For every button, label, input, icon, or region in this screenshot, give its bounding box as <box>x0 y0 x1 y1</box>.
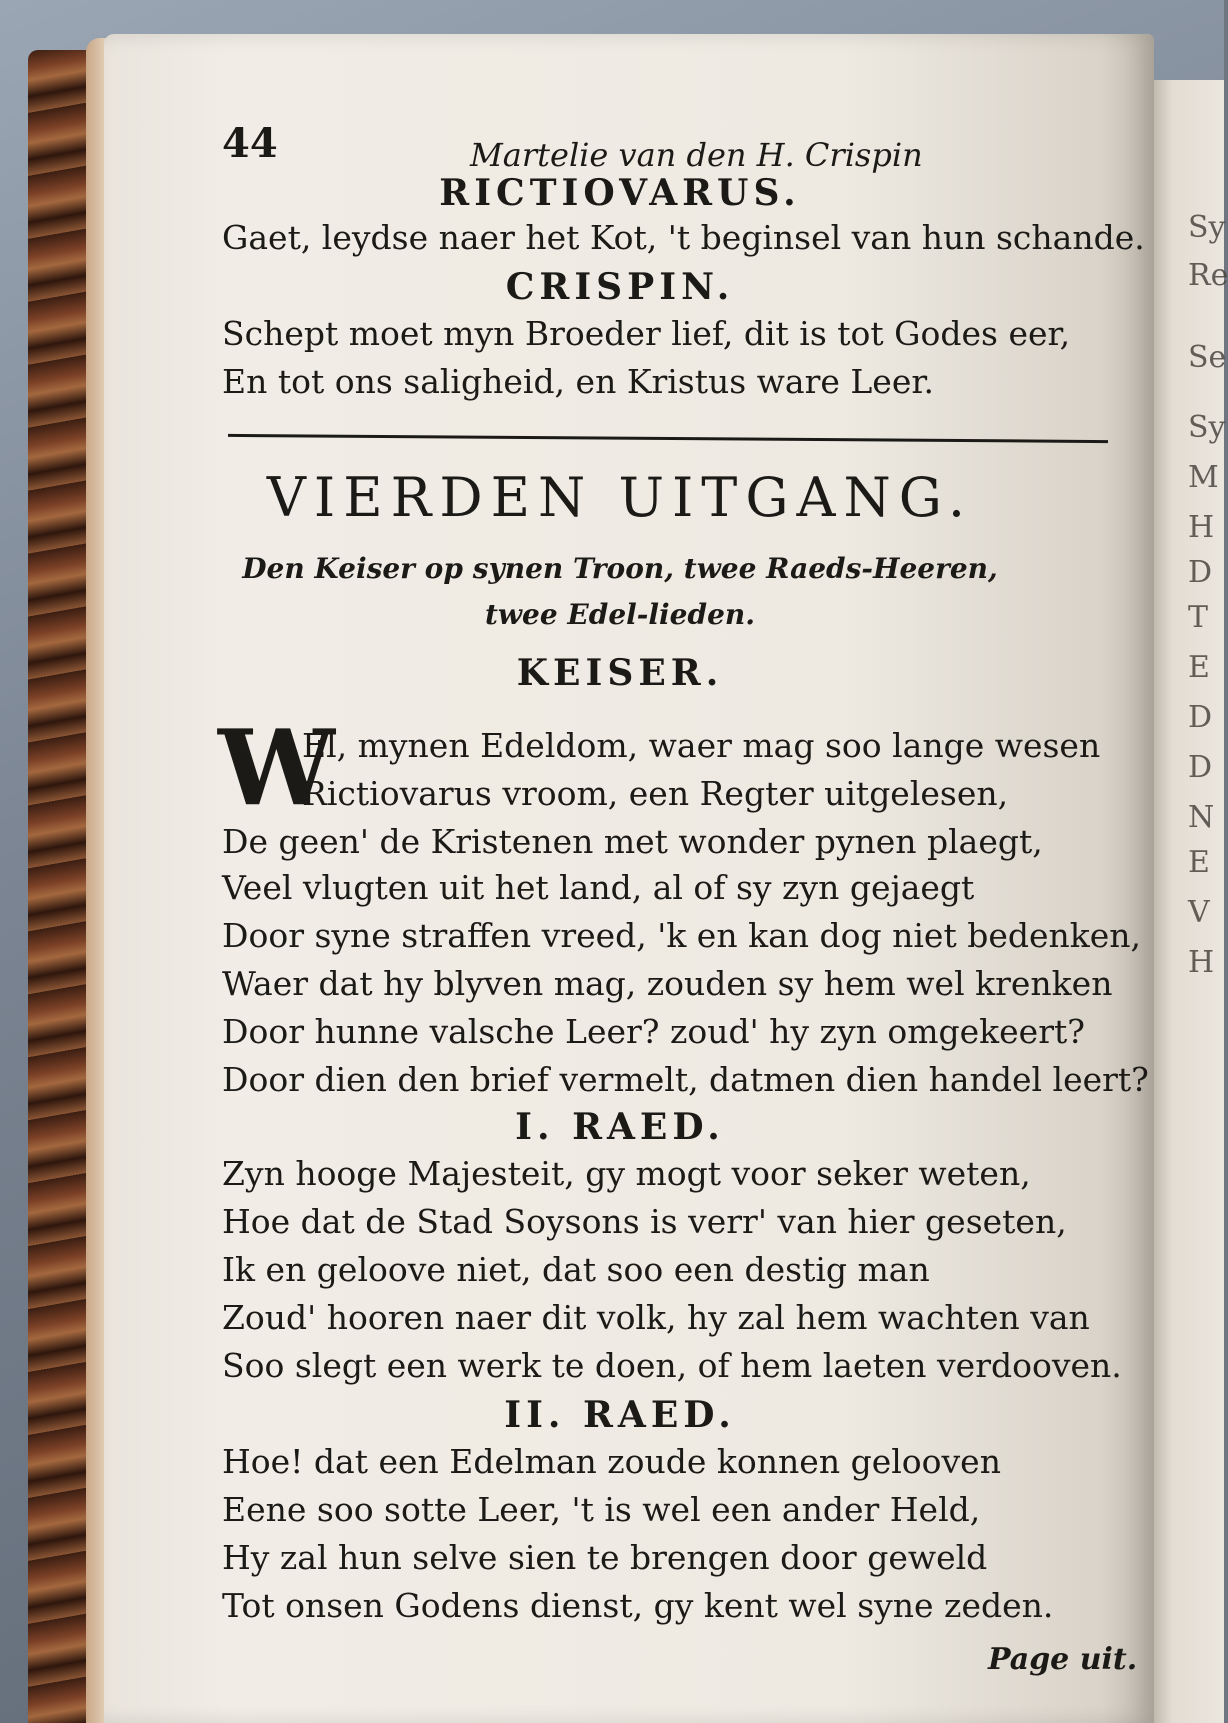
speaker-rictiovarus: RICTIOVARUS. <box>439 172 801 214</box>
verse-line: De geen' de Kristenen met wonder pynen plaegt, <box>222 822 1043 861</box>
facing-page-fragment: H <box>1188 510 1215 545</box>
speaker-crispin: CRISPIN. <box>505 266 735 308</box>
facing-page-fragment: Se <box>1188 340 1227 375</box>
verse-line: Zyn hooge Majesteit, gy mogt voor seker weten, <box>222 1154 1031 1193</box>
facing-page-fragment: V <box>1188 895 1210 930</box>
verse-line: Door dien den brief vermelt, datmen dien handel leert? <box>222 1060 1149 1099</box>
speaker-keiser: KEISER. <box>516 652 724 694</box>
verse-line: Hoe! dat een Edelman zoude konnen gelooven <box>222 1442 1001 1481</box>
act-title: VIERDEN UITGANG. <box>266 466 974 529</box>
verse-line: Waer dat hy blyven mag, zouden sy hem wel krenken <box>222 964 1113 1003</box>
facing-page <box>1150 80 1227 1723</box>
stage-direction: twee Edel-lieden. <box>485 598 755 631</box>
verse-line: Zoud' hooren naer dit volk, hy zal hem wachten van <box>222 1298 1090 1337</box>
verse-line: Hoe dat de Stad Soysons is verr' van hier geseten, <box>222 1202 1067 1241</box>
verse-line: Rictiovarus vroom, een Regter uitgelesen, <box>302 774 1009 813</box>
facing-page-fragment: Sy <box>1188 410 1226 445</box>
verse-line: Soo slegt een werk te doen, of hem laeten verdooven. <box>222 1346 1122 1385</box>
verse-line: El, mynen Edeldom, waer mag soo lange wesen <box>302 726 1101 765</box>
facing-page-fragment: N <box>1188 800 1215 835</box>
facing-page-fragment: H <box>1188 945 1215 980</box>
verse-line: Door syne straffen vreed, 'k en kan dog niet bedenken, <box>222 916 1142 955</box>
facing-page-fragment: D <box>1188 750 1213 785</box>
verse-line: Eene soo sotte Leer, 't is wel een ander Held, <box>222 1490 981 1529</box>
facing-page-fragment: Re <box>1188 258 1228 293</box>
verse-line: Ik en geloove niet, dat soo een destig man <box>222 1250 930 1289</box>
verse-line: Gaet, leydse naer het Kot, 't beginsel van hun schande. <box>222 218 1145 257</box>
page-number: 44 <box>222 120 278 167</box>
verse-line: Door hunne valsche Leer? zoud' hy zyn omgekeert? <box>222 1012 1085 1051</box>
stage-direction: Den Keiser op synen Troon, twee Raeds-Heeren, <box>242 552 998 585</box>
drop-capital: W <box>218 706 335 829</box>
speaker-raed-2: II. RAED. <box>504 1394 736 1436</box>
facing-page-fragment: E <box>1188 650 1210 685</box>
facing-page-fragment: E <box>1188 845 1210 880</box>
facing-page-fragment: D <box>1188 700 1213 735</box>
facing-page-fragment: D <box>1188 555 1213 590</box>
verse-line: Schept moet myn Broeder lief, dit is tot Godes eer, <box>222 314 1071 353</box>
catchword: Page uit. <box>988 1642 1138 1677</box>
facing-page-fragment: T <box>1188 600 1209 635</box>
verse-line: Veel vlugten uit het land, al of sy zyn gejaegt <box>222 868 975 907</box>
verse-line: En tot ons saligheid, en Kristus ware Leer. <box>222 362 934 401</box>
speaker-raed-1: I. RAED. <box>515 1106 725 1148</box>
facing-page-fragment: M <box>1188 460 1219 495</box>
facing-page-fragment: Sy <box>1188 210 1226 245</box>
verse-line: Hy zal hun selve sien te brengen door geweld <box>222 1538 988 1577</box>
verse-line: Tot onsen Godens dienst, gy kent wel syne zeden. <box>222 1586 1054 1625</box>
running-title: Martelie van den H. Crispin <box>470 136 923 174</box>
